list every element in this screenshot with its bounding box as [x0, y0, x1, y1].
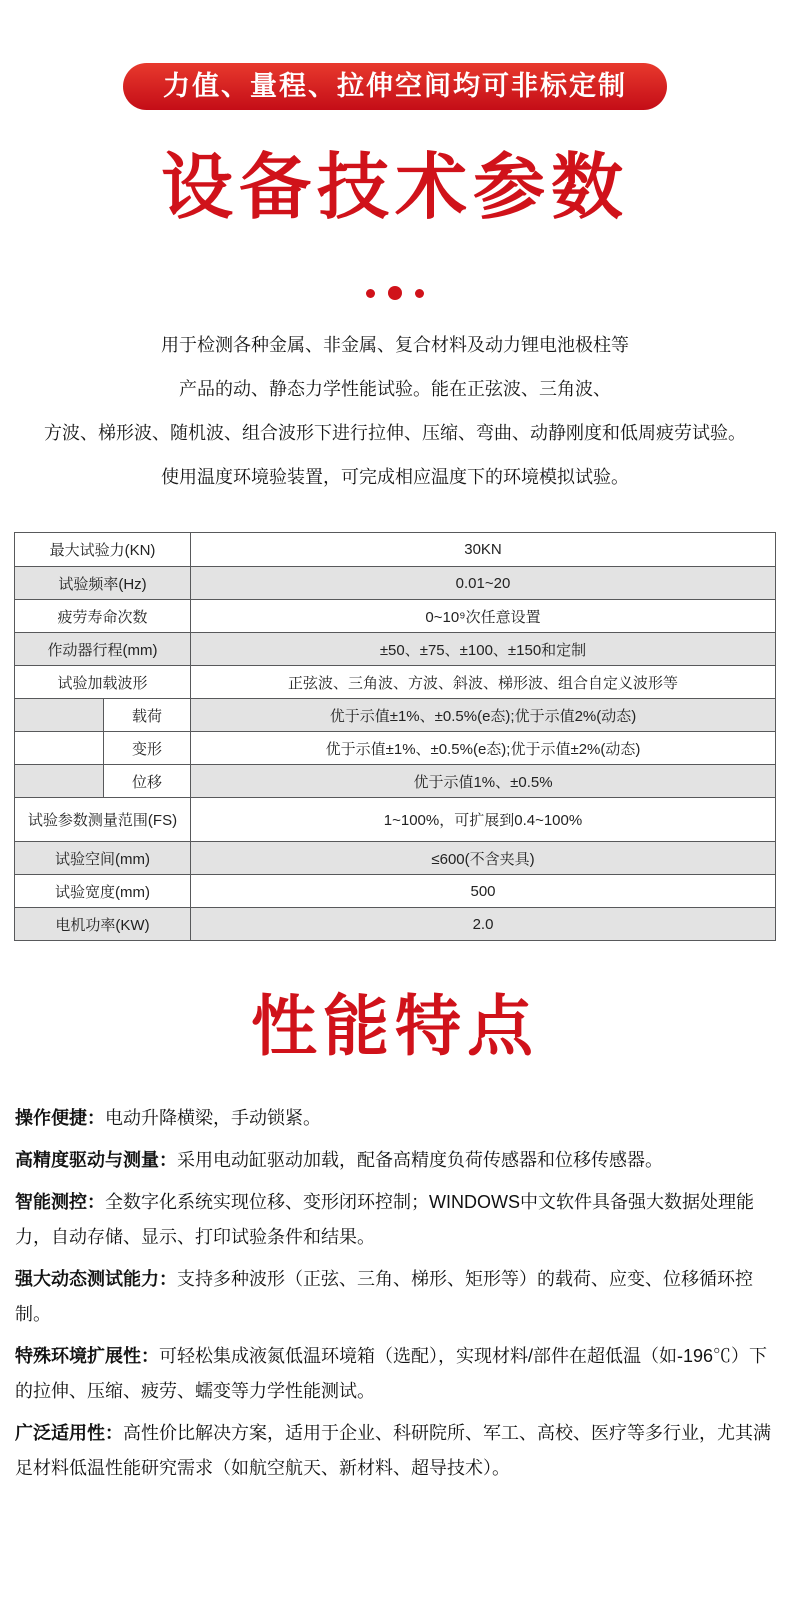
spec-value-cell: 0~10⁹次任意设置 — [425, 608, 541, 626]
spec-value-cell: 1~100%，可扩展到0.4~100% — [383, 812, 583, 829]
spec-row — [15, 533, 775, 566]
spec-row — [15, 698, 775, 731]
dot-icon — [415, 289, 424, 298]
promo-banner: 力值、量程、拉伸空间均可非标定制 — [123, 63, 667, 110]
spec-value-cell: ±50、±75、±100、±150和定制 — [379, 641, 587, 659]
spec-label-cell: 疲劳寿命次数 — [15, 600, 191, 632]
spec-value-cell: 正弦波、三角波、方波、斜波、梯形波、组合自定义波形等 — [287, 674, 678, 692]
section-divider-dots-icon — [0, 285, 790, 301]
feature-label: 高精度驱动与测量： — [15, 1150, 177, 1170]
spec-row — [15, 907, 775, 940]
feature-text: 全数字化系统实现位移、变形闭环控制；WINDOWS中文软件具备强大数据处理能力，自动存储、显示、打印试验条件和结果。 — [15, 1192, 754, 1247]
spec-row — [15, 874, 775, 907]
feature-item — [15, 1262, 775, 1332]
intro-line: 产品的动、静态力学性能试验。能在正弦波、三角波、 — [179, 379, 611, 399]
feature-label: 强大动态测试能力： — [15, 1269, 177, 1289]
spec-label-cell: 试验空间(mm) — [15, 842, 191, 874]
feature-item — [15, 1101, 775, 1136]
feature-label: 广泛适用性： — [15, 1423, 123, 1443]
feature-item — [15, 1185, 775, 1255]
intro-line: 方波、梯形波、随机波、组合波形下进行拉伸、压缩、弯曲、动静刚度和低周疲劳试验。 — [44, 423, 746, 443]
spec-row — [15, 797, 775, 841]
spec-row — [15, 731, 775, 764]
spec-sub-label-cell: 载荷 — [104, 699, 191, 731]
intro-line: 使用温度环境验装置，可完成相应温度下的环境模拟试验。 — [161, 467, 629, 487]
spec-label-cell: 试验宽度(mm) — [15, 875, 191, 907]
spec-row — [15, 566, 775, 599]
feature-label: 操作便捷： — [15, 1108, 105, 1128]
spec-label-cell: 试验加载波形 — [15, 666, 191, 698]
spec-label-cell: 试验频率(Hz) — [15, 567, 191, 599]
feature-text: 电动升降横梁，手动锁紧。 — [105, 1108, 321, 1128]
spec-value-cell: 0.01~20 — [455, 574, 511, 592]
spec-value-cell: ≤600(不含夹具) — [431, 850, 535, 868]
dot-icon — [366, 289, 375, 298]
feature-item — [15, 1416, 775, 1486]
page-title-params: 设备技术参数 — [160, 148, 629, 228]
feature-text: 可轻松集成液氮低温环境箱（选配），实现材料/部件在超低温（如-196℃）下的拉伸、压缩、疲劳、蠕变等力学性能测试。 — [15, 1346, 768, 1401]
spec-label-cell: 作动器行程(mm) — [15, 633, 191, 665]
features-list — [0, 1101, 790, 1486]
feature-text: 支持多种波形（正弦、三角、梯形、矩形等）的载荷、应变、位移循环控制。 — [15, 1269, 753, 1324]
spec-stub-cell — [15, 699, 104, 731]
spec-label-cell: 电机功率(KW) — [15, 908, 191, 940]
feature-text: 高性价比解决方案，适用于企业、科研院所、军工、高校、医疗等多行业，尤其满足材料低温性能研究需求（如航空航天、新材料、超导技术）。 — [15, 1423, 771, 1478]
spec-row — [15, 599, 775, 632]
feature-item — [15, 1339, 775, 1409]
spec-table — [14, 532, 776, 941]
spec-label-cell: 最大试验力(KN) — [15, 533, 191, 566]
spec-value-cell: 优于示值1%、±0.5% — [413, 773, 553, 791]
spec-stub-cell — [15, 765, 104, 797]
feature-item — [15, 1143, 775, 1178]
page-title-features: 性能特点 — [251, 989, 539, 1063]
spec-row — [15, 632, 775, 665]
spec-stub-cell — [15, 732, 104, 764]
feature-label: 特殊环境扩展性： — [15, 1346, 159, 1366]
feature-label: 智能测控： — [15, 1192, 105, 1212]
spec-row — [15, 841, 775, 874]
spec-label-cell: 试验参数测量范围(FS) — [15, 798, 191, 841]
intro-line: 用于检测各种金属、非金属、复合材料及动力锂电池极柱等 — [161, 335, 629, 355]
feature-text: 采用电动缸驱动加载，配备高精度负荷传感器和位移传感器。 — [177, 1150, 663, 1170]
spec-value-cell: 30KN — [464, 541, 502, 558]
intro-paragraph — [0, 323, 790, 499]
dot-icon — [388, 286, 402, 300]
spec-row — [15, 665, 775, 698]
spec-value-cell: 500 — [470, 882, 496, 900]
spec-value-cell: 优于示值±1%、±0.5%(e态);优于示值±2%(动态) — [325, 740, 641, 758]
spec-value-cell: 2.0 — [472, 915, 494, 933]
spec-sub-label-cell: 位移 — [104, 765, 191, 797]
spec-row — [15, 764, 775, 797]
spec-value-cell: 优于示值±1%、±0.5%(e态);优于示值2%(动态) — [329, 707, 637, 725]
spec-sub-label-cell: 变形 — [104, 732, 191, 764]
